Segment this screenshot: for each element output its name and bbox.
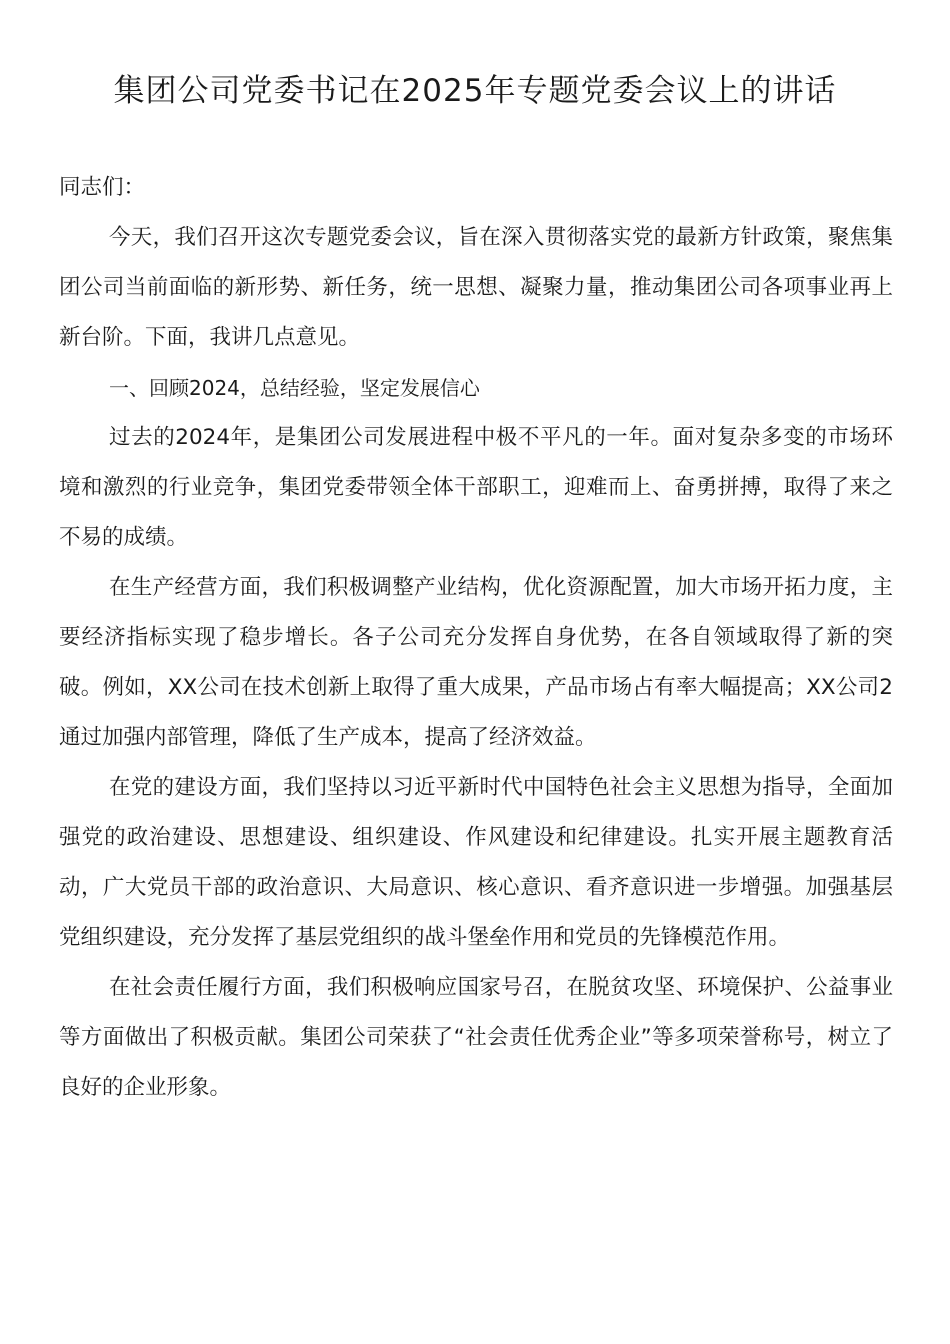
- paragraph-review-2024: 过去的2024年，是集团公司发展进程中极不平凡的一年。面对复杂多变的市场环境和激烈的行业竞争，集团党委带领全体干部职工，迎难而上、奋勇拼搏，取得了来之不易的成绩。: [59, 425, 893, 550]
- document-title: 集团公司党委书记在2025年专题党委会议上的讲话: [113, 73, 837, 109]
- section-heading-1: 一、回顾2024，总结经验，坚定发展信心: [109, 376, 480, 400]
- paragraph-intro: 今天，我们召开这次专题党委会议，旨在深入贯彻落实党的最新方针政策，聚焦集团公司当前面临的新形势、新任务，统一思想、凝聚力量，推动集团公司各项事业再上新台阶。下面，我讲几点意见。: [59, 225, 893, 350]
- paragraph-party-building: 在党的建设方面，我们坚持以习近平新时代中国特色社会主义思想为指导，全面加强党的政治建设、思想建设、组织建设、作风建设和纪律建设。扎实开展主题教育活动，广大党员干部的政治意识、大局意识、核心意识、看齐意识进一步增强。加强基层党组织建设，充分发挥了基层党组织的战斗堡垒作用和党员的先锋模范作用。: [59, 775, 893, 950]
- paragraph-social-responsibility: 在社会责任履行方面，我们积极响应国家号召，在脱贫攻坚、环境保护、公益事业等方面做出了积极贡献。集团公司荣获了“社会责任优秀企业”等多项荣誉称号，树立了良好的企业形象。: [59, 975, 893, 1100]
- greeting: 同志们：: [59, 175, 146, 200]
- document-body: [59, 163, 893, 1113]
- paragraph-production: 在生产经营方面，我们积极调整产业结构，优化资源配置，加大市场开拓力度，主要经济指标实现了稳步增长。各子公司充分发挥自身优势，在各自领域取得了新的突破。例如，XX公司在技术创新上取得了重大成果，产品市场占有率大幅提高；XX公司2通过加强内部管理，降低了生产成本，提高了经济效益。: [59, 575, 893, 750]
